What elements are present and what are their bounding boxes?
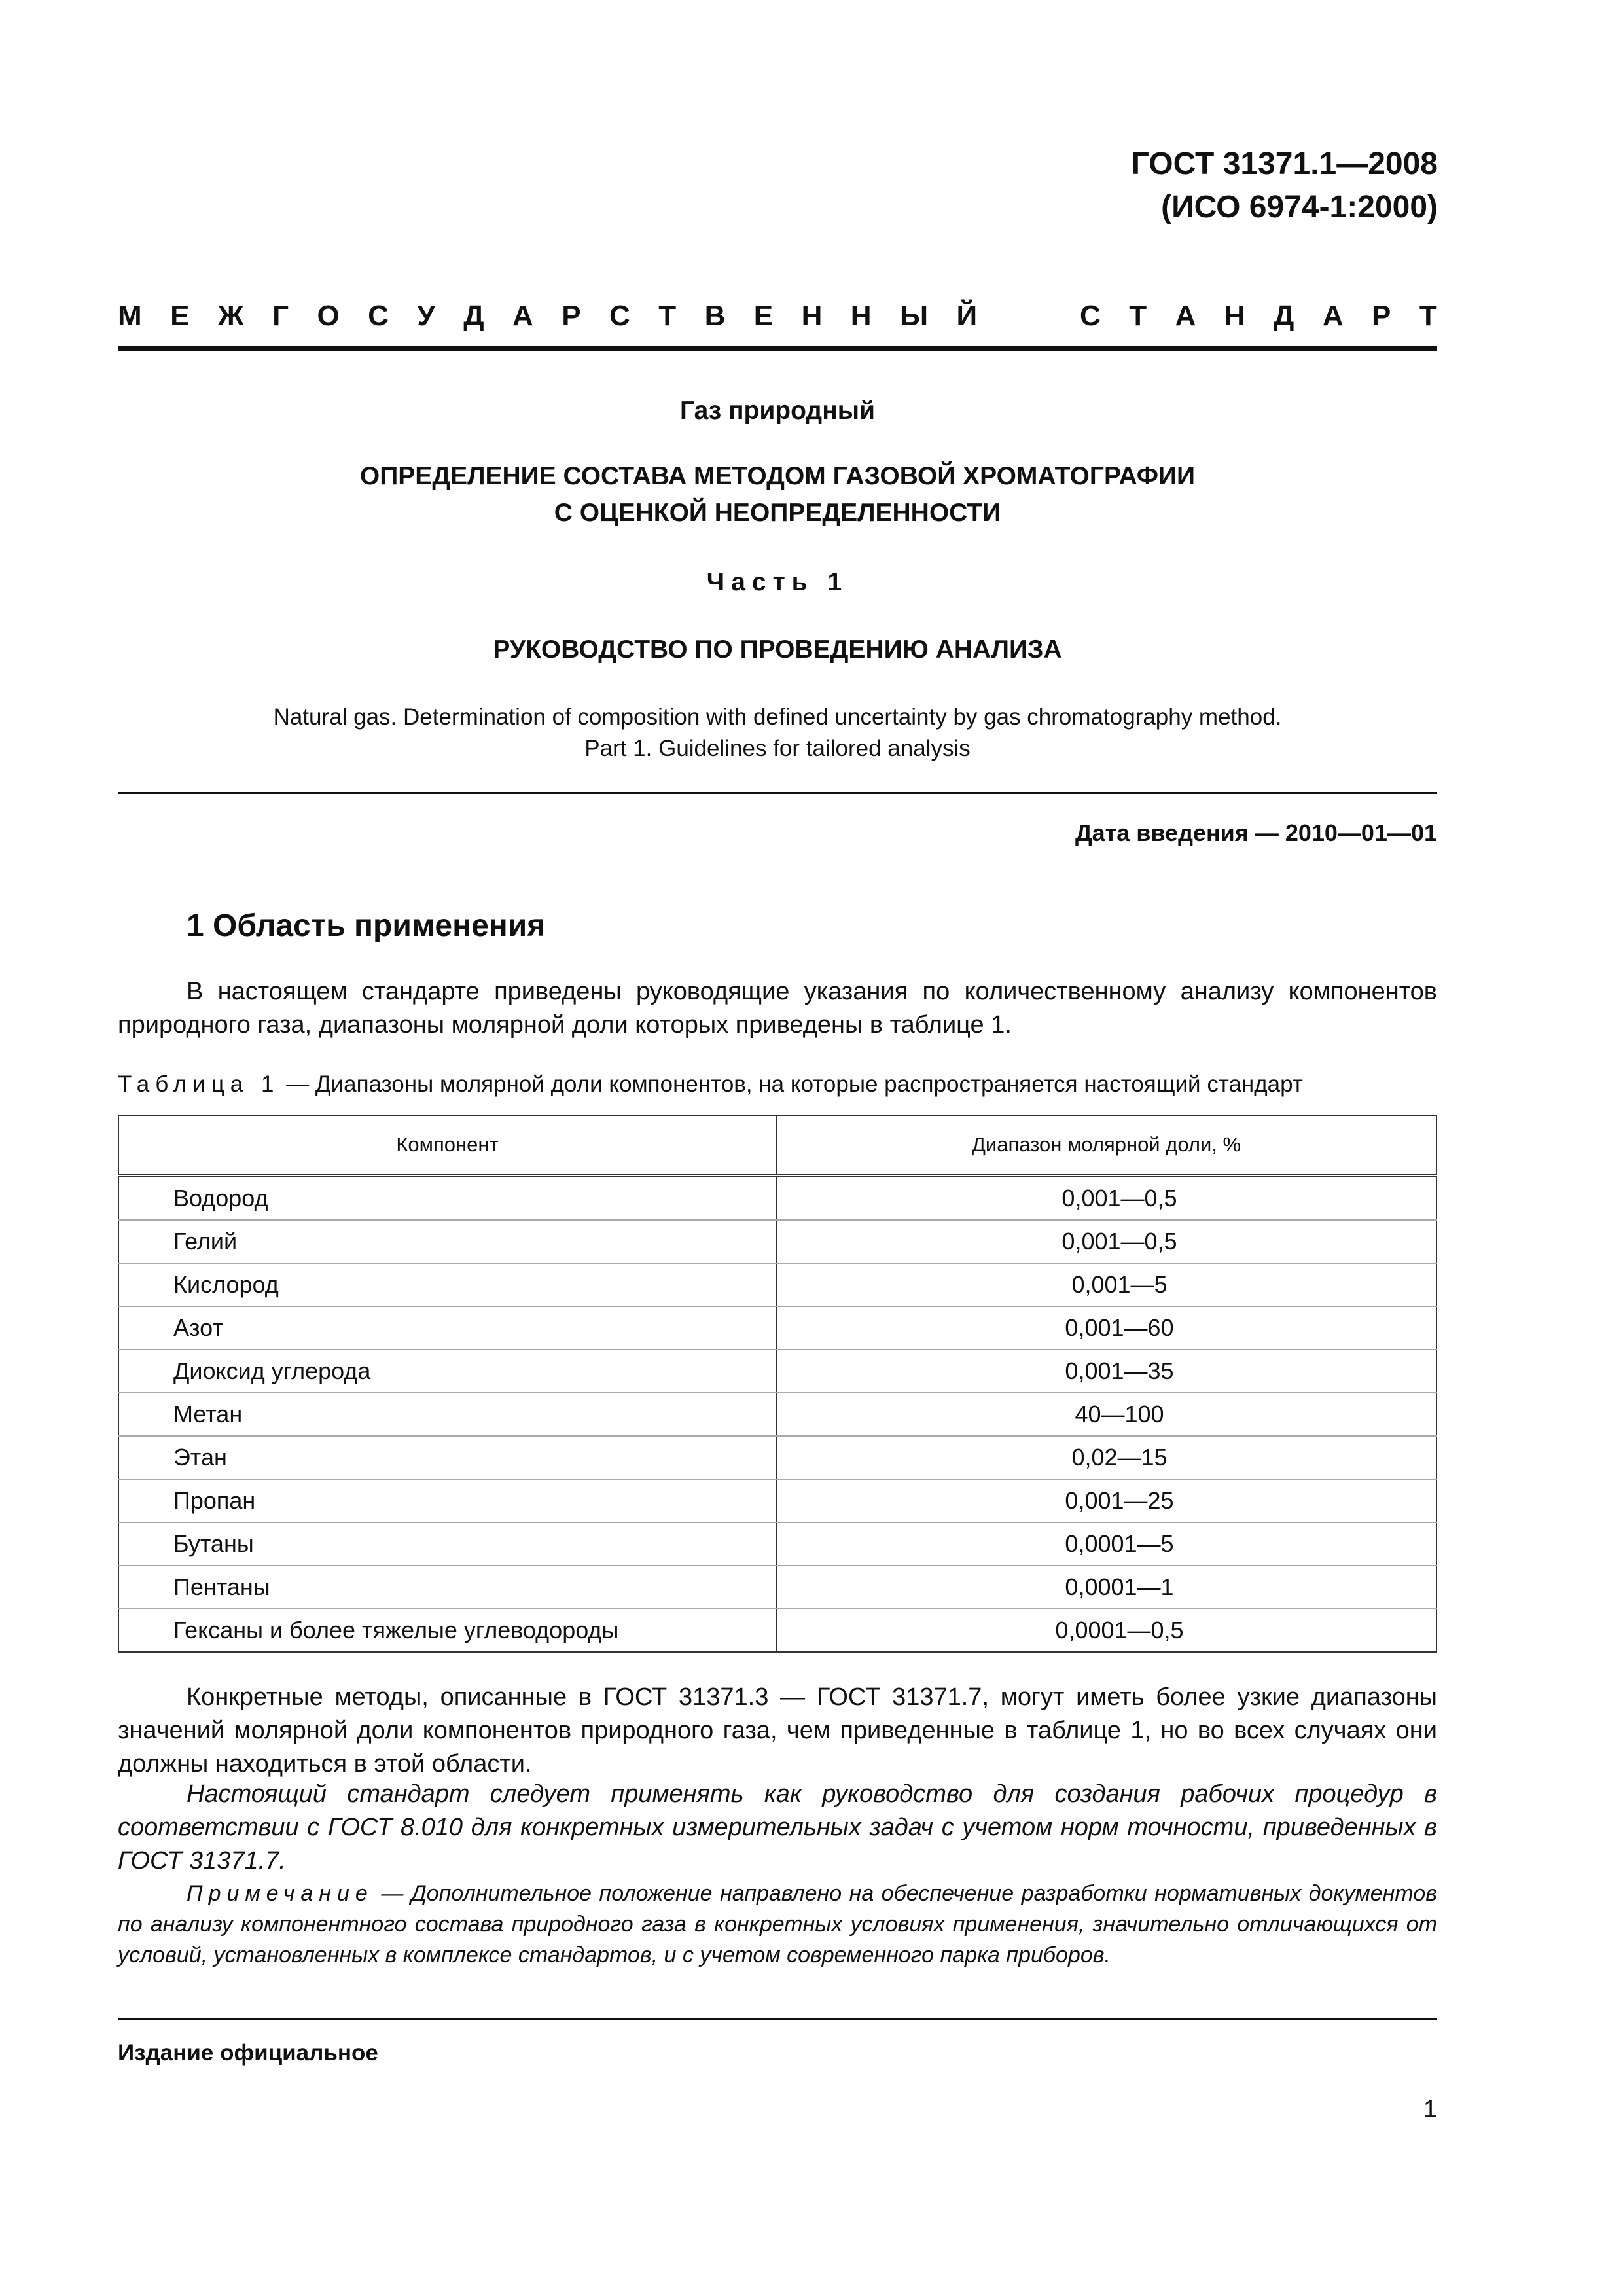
component-cell: Водород xyxy=(118,1175,776,1220)
table-row xyxy=(118,1306,1436,1350)
header-letter: Т xyxy=(1419,300,1437,332)
part-title: РУКОВОДСТВО ПО ПРОВЕДЕНИЮ АНАЛИЗА xyxy=(493,636,1062,664)
component-cell: Кислород xyxy=(118,1263,776,1306)
header-letter: Е xyxy=(753,300,774,332)
interstate-standard-heading xyxy=(118,298,1437,334)
header-letter: Т xyxy=(1129,300,1147,332)
component-cell: Пентаны xyxy=(118,1566,776,1609)
table-row xyxy=(118,1263,1436,1306)
component-cell: Этан xyxy=(118,1436,776,1479)
component-cell: Гексаны и более тяжелые углеводороды xyxy=(118,1609,776,1652)
document-code xyxy=(1132,143,1438,229)
header-letter: О xyxy=(317,300,340,332)
document-subject: Газ природный xyxy=(679,397,876,425)
note-paragraph xyxy=(118,1878,1437,1971)
english-title-line-2: Part 1. Guidelines for tailored analysis xyxy=(584,736,971,761)
header-letter: С xyxy=(609,300,630,332)
range-cell: 0,0001—1 xyxy=(776,1566,1436,1609)
header-rule xyxy=(118,346,1437,351)
range-cell: 0,001—0,5 xyxy=(776,1220,1436,1263)
components-table xyxy=(118,1115,1437,1653)
range-cell: 0,0001—5 xyxy=(776,1522,1436,1566)
header-letter: Ы xyxy=(900,300,929,332)
header-letter: А xyxy=(512,300,533,332)
application-paragraph: Настоящий стандарт следует применять как руководство для создания рабочих процедур в соответствии с ГОСТ 8.010 для конкретных измерительных задач с учетом норм точности, приведенных в ГОСТ 31371.7. xyxy=(118,1780,1437,1874)
header-letter: Ж xyxy=(217,300,244,332)
header-letter: Н xyxy=(850,300,872,332)
header-letter: А xyxy=(1322,300,1344,332)
component-cell: Азот xyxy=(118,1306,776,1350)
range-cell: 0,001—60 xyxy=(776,1306,1436,1350)
table-row xyxy=(118,1175,1436,1220)
header-letter: Т xyxy=(658,300,677,332)
header-letter: У xyxy=(417,300,435,332)
note-text: — Дополнительное положение направлено на обеспечение разработки нормативных документов по анализу компонентного состава природного газа в конкретных условиях применения, значительно отличающихся от условий, установленных в комплексе стандартов, и с учетом современного парка приборов. xyxy=(118,1881,1437,1967)
header-letter: С xyxy=(368,300,389,332)
header-word-gap xyxy=(1006,298,1052,334)
document-main-title xyxy=(118,458,1437,531)
range-cell: 0,02—15 xyxy=(776,1436,1436,1479)
part-label: Часть 1 xyxy=(706,568,849,596)
table-row xyxy=(118,1220,1436,1263)
methods-paragraph: Конкретные методы, описанные в ГОСТ 31371.3 — ГОСТ 31371.7, могут иметь более узкие диапазоны значений молярной доли компонентов природного газа, чем приведенные в таблице 1, но во всех случаях они должны находиться в этой области. xyxy=(118,1683,1437,1778)
table-row xyxy=(118,1522,1436,1566)
introduction-date: Дата введения — 2010—01—01 xyxy=(1075,819,1437,846)
table-caption xyxy=(118,1068,1303,1101)
section-heading: 1 Область применения xyxy=(187,908,546,943)
table-caption-label: Таблица 1 xyxy=(118,1071,280,1097)
edition-label: Издание официальное xyxy=(118,2040,378,2066)
main-title-line-1: ОПРЕДЕЛЕНИЕ СОСТАВА МЕТОДОМ ГАЗОВОЙ ХРОМАТОГРАФИИ xyxy=(359,462,1196,490)
header-letter: Р xyxy=(1372,300,1391,332)
range-cell: 0,001—5 xyxy=(776,1263,1436,1306)
table-row xyxy=(118,1393,1436,1436)
range-cell: 40—100 xyxy=(776,1393,1436,1436)
page-number: 1 xyxy=(1423,2096,1437,2123)
header-letter: Р xyxy=(562,300,581,332)
table-caption-text: — Диапазоны молярной доли компонентов, на которые распространяется настоящий стандарт xyxy=(279,1071,1303,1097)
range-cell: 0,001—35 xyxy=(776,1350,1436,1393)
table-row xyxy=(118,1566,1436,1609)
table-row xyxy=(118,1479,1436,1522)
component-cell: Диоксид углерода xyxy=(118,1350,776,1393)
range-cell: 0,001—0,5 xyxy=(776,1175,1436,1220)
header-letter: Е xyxy=(170,300,190,332)
header-letter: Г xyxy=(272,300,289,332)
title-divider xyxy=(118,792,1437,794)
header-letter: Н xyxy=(801,300,823,332)
header-letter: С xyxy=(1080,300,1101,332)
footer-divider xyxy=(118,2018,1437,2020)
header-letter: Н xyxy=(1224,300,1245,332)
component-cell: Метан xyxy=(118,1393,776,1436)
gost-number: ГОСТ 31371.1—2008 xyxy=(1131,147,1438,181)
column-header-component: Компонент xyxy=(118,1115,776,1175)
header-letter: Й xyxy=(956,300,978,332)
note-label: Примечание xyxy=(187,1881,374,1906)
header-letter: М xyxy=(118,300,142,332)
header-letter: Д xyxy=(1274,300,1294,332)
component-cell: Бутаны xyxy=(118,1522,776,1566)
table-row xyxy=(118,1350,1436,1393)
range-cell: 0,001—25 xyxy=(776,1479,1436,1522)
table-row xyxy=(118,1436,1436,1479)
scope-paragraph: В настоящем стандарте приведены руководящие указания по количественному анализу компонентов природного газа, диапазоны молярной доли которых приведены в таблице 1. xyxy=(118,978,1437,1039)
header-letter: А xyxy=(1175,300,1196,332)
english-title xyxy=(118,702,1437,764)
header-letter: Д xyxy=(463,300,484,332)
component-cell: Пропан xyxy=(118,1479,776,1522)
iso-reference: (ИСО 6974-1:2000) xyxy=(1161,190,1438,224)
table-header-row xyxy=(118,1115,1436,1175)
column-header-range: Диапазон молярной доли, % xyxy=(776,1115,1436,1175)
main-title-line-2: С ОЦЕНКОЙ НЕОПРЕДЕЛЕННОСТИ xyxy=(554,499,1001,527)
range-cell: 0,0001—0,5 xyxy=(776,1609,1436,1652)
component-cell: Гелий xyxy=(118,1220,776,1263)
table-row xyxy=(118,1609,1436,1652)
english-title-line-1: Natural gas. Determination of composition with defined uncertainty by gas chromatography method. xyxy=(273,704,1282,730)
header-letter: В xyxy=(704,300,726,332)
